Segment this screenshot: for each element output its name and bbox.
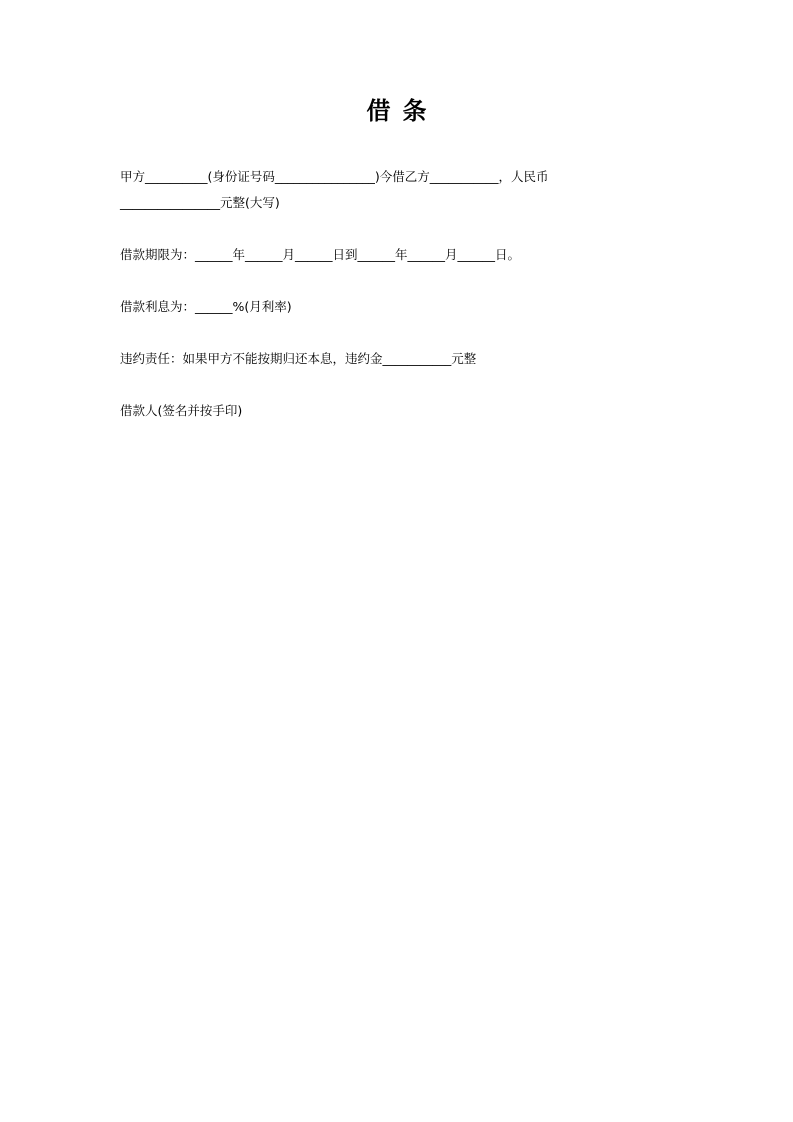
breach-liability-line: 违约责任：如果甲方不能按期归还本息，违约金___________元整 (120, 351, 477, 366)
loan-term-line: 借款期限为：______年______月______日到______年______月______日。 (120, 247, 521, 262)
interest-rate-line: 借款利息为：______%(月利率) (120, 299, 292, 314)
document-title: 借条 (366, 96, 439, 125)
borrower-clause-line-2: ________________元整(大写) (120, 195, 280, 210)
borrower-clause-line-1: 甲方__________(身份证号码________________)今借乙方___________，人民币 (120, 169, 549, 184)
borrower-signature-line: 借款人(签名并按手印) (120, 403, 243, 418)
